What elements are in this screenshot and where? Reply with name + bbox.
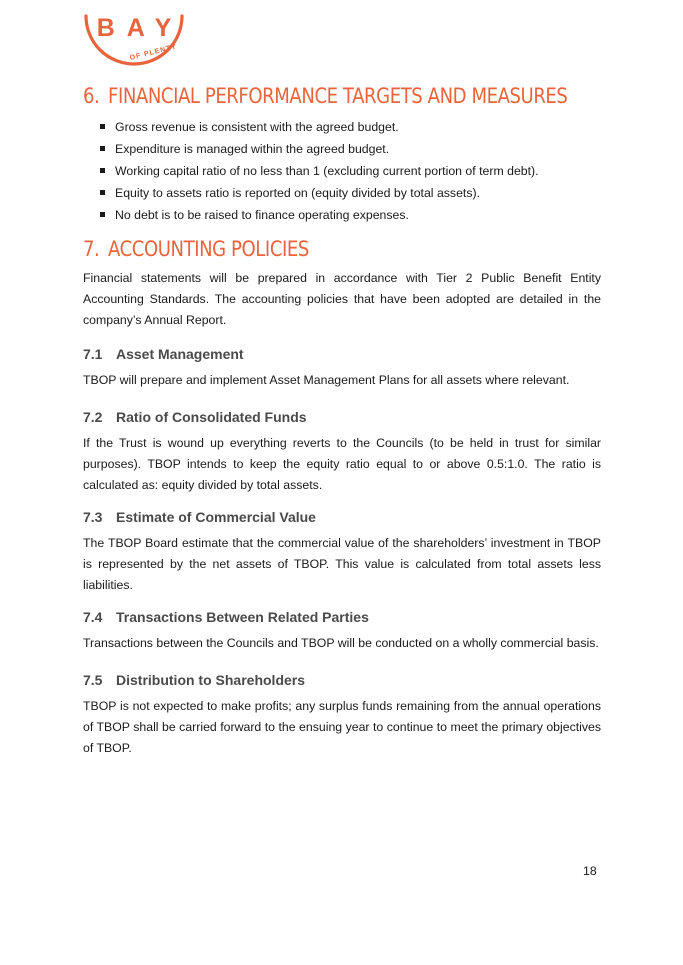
subsection-number: 7.1 (83, 346, 103, 362)
subsection-7-4-heading (83, 608, 369, 626)
section-7-title: ACCOUNTING POLICIES (107, 237, 309, 261)
logo-word: BAY (96, 14, 184, 42)
subsection-7-3-text: The TBOP Board estimate that the commercial value of the shareholders’ investment in TBOP is represented by the net assets of TBOP. This value is calculated from total assets less liabilities. (83, 536, 601, 592)
list-item (97, 138, 539, 160)
bullet-square-icon (100, 212, 105, 217)
list-item (97, 116, 539, 138)
subsection-number: 7.2 (83, 409, 103, 425)
list-item (97, 160, 539, 182)
section-6-title: FINANCIAL PERFORMANCE TARGETS AND MEASURES (107, 84, 568, 108)
list-item-text: Equity to assets ratio is reported on (equity divided by total assets). (115, 186, 480, 200)
bullet-square-icon (100, 124, 105, 129)
page-number: 18 (583, 864, 597, 878)
section-7-number: 7. (83, 237, 100, 261)
section-6-heading (83, 84, 567, 108)
subsection-number: 7.3 (83, 509, 103, 525)
bullet-square-icon (100, 146, 105, 151)
subsection-7-3-heading (83, 508, 316, 526)
subsection-7-1-heading (83, 345, 244, 363)
subsection-title: Asset Management (116, 346, 244, 362)
logo-subtitle: OF PLENTY (129, 43, 178, 62)
subsection-7-5-text: TBOP is not expected to make profits; any surplus funds remaining from the annual operations of TBOP shall be carried forward to the ensuing year to continue to meet the primary objectives of TBOP. (83, 699, 601, 755)
list-item-text: No debt is to be raised to finance operating expenses. (115, 208, 409, 222)
performance-targets-list (97, 116, 539, 226)
bullet-square-icon (100, 190, 105, 195)
subsection-title: Distribution to Shareholders (116, 672, 306, 688)
list-item-text: Expenditure is managed within the agreed budget. (115, 142, 390, 156)
list-item-text: Gross revenue is consistent with the agreed budget. (115, 120, 399, 134)
subsection-7-1-text: TBOP will prepare and implement Asset Management Plans for all assets where relevant. (83, 373, 570, 387)
subsection-title: Estimate of Commercial Value (116, 509, 316, 525)
list-item (97, 204, 539, 226)
subsection-7-4-text: Transactions between the Councils and TBOP will be conducted on a wholly commercial basis. (83, 636, 599, 650)
subsection-title: Ratio of Consolidated Funds (116, 409, 307, 425)
section-7-heading (83, 237, 309, 261)
subsection-7-2-heading (83, 408, 307, 426)
subsection-title: Transactions Between Related Parties (116, 609, 369, 625)
list-item (97, 182, 539, 204)
subsection-7-5-heading (83, 671, 305, 689)
section-6-number: 6. (83, 84, 100, 108)
bullet-square-icon (100, 168, 105, 173)
section-7-intro: Financial statements will be prepared in accordance with Tier 2 Public Benefit Entity Accounting Standards. The accounting policies that have been adopted are detailed in the company’s Annual Report. (83, 271, 601, 327)
subsection-number: 7.4 (83, 609, 103, 625)
subsection-number: 7.5 (83, 672, 103, 688)
list-item-text: Working capital ratio of no less than 1 (excluding current portion of term debt). (115, 164, 539, 178)
bay-of-plenty-logo (80, 10, 188, 72)
subsection-7-2-text: If the Trust is wound up everything reverts to the Councils (to be held in trust for similar purposes). TBOP intends to keep the equity ratio equal to or above 0.5:1.0. The ratio is calculated as: equity divided by total assets. (83, 436, 601, 492)
